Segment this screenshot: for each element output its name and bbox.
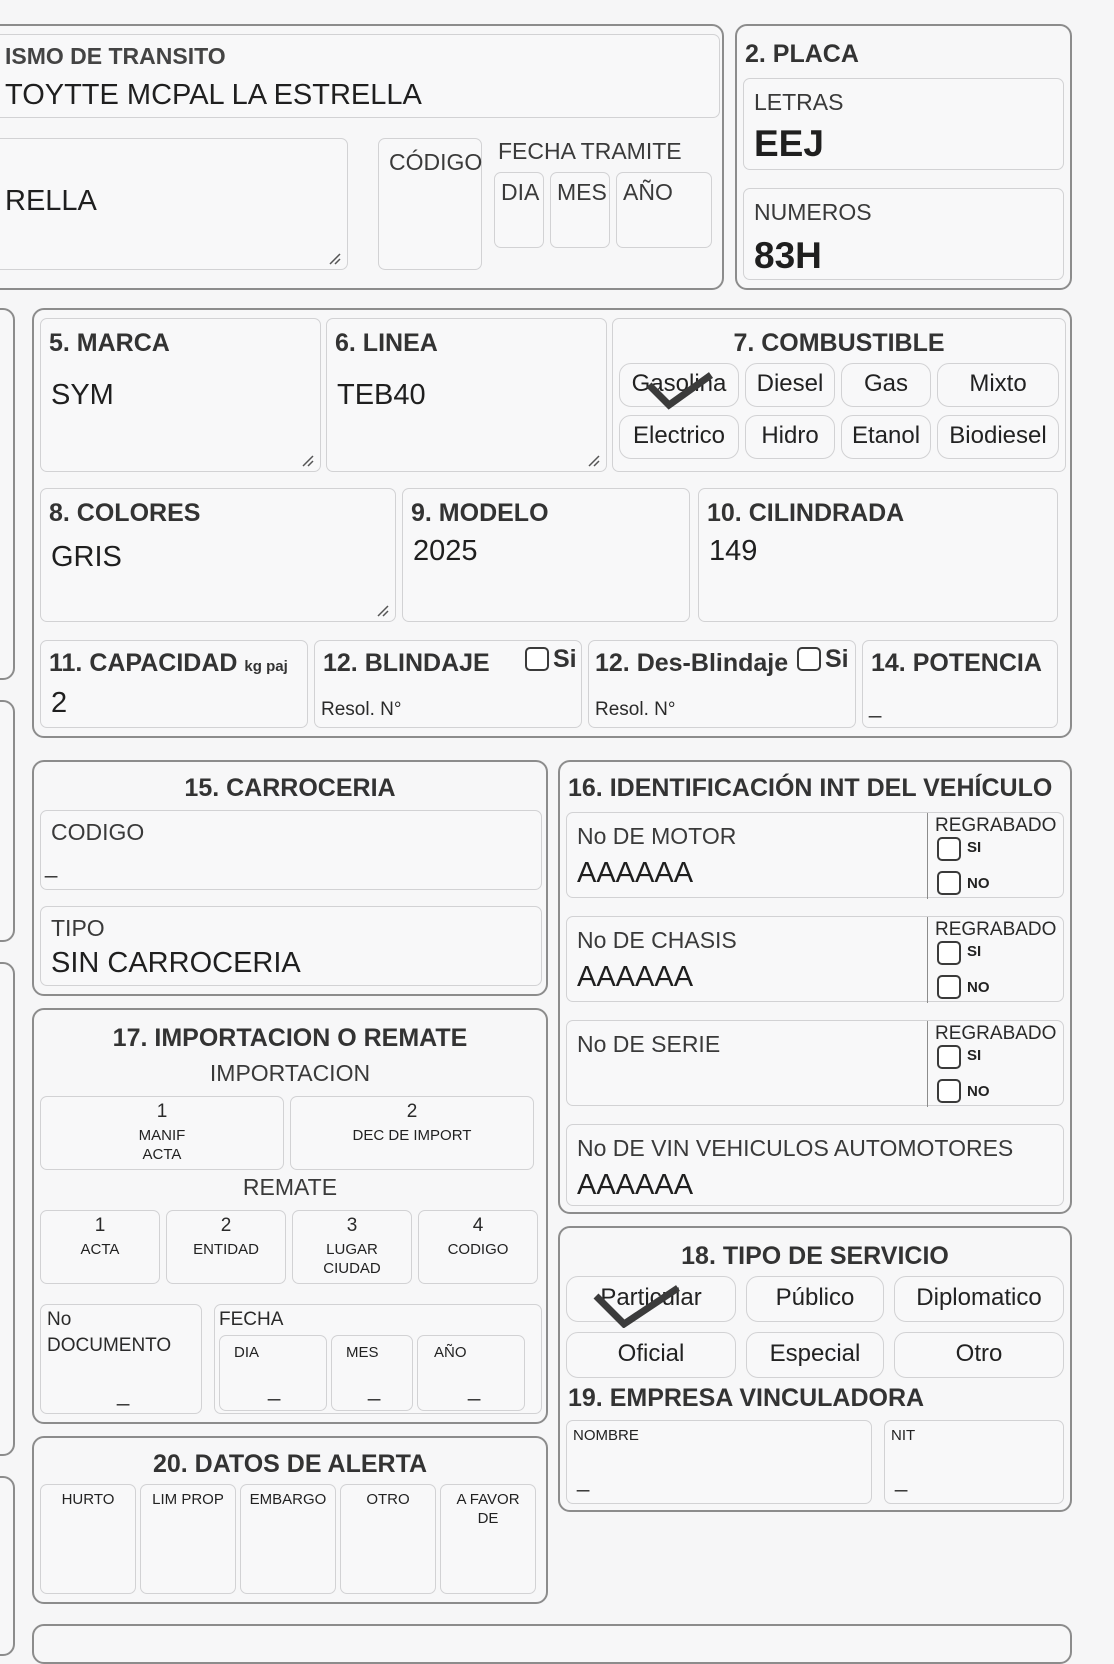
chasis-field[interactable] (566, 916, 1064, 1002)
fecha-mes-box[interactable] (331, 1335, 413, 1411)
documento-line2: DOCUMENTO (47, 1335, 172, 1356)
placa-numeros-field[interactable] (743, 188, 1064, 280)
motor-regrabado-si-checkbox[interactable] (937, 837, 961, 861)
fecha-dia-label: DIA (234, 1344, 260, 1361)
documento-field[interactable] (40, 1304, 202, 1414)
importacion-dec-box[interactable] (290, 1096, 534, 1170)
remate-lugar-box[interactable] (292, 1210, 412, 1284)
cilindrada-field[interactable] (698, 488, 1058, 622)
motor-regrabado-label: REGRABADO (935, 815, 1057, 836)
modelo-title: 9. MODELO (411, 499, 549, 527)
chasis-regrabado-label: REGRABADO (935, 919, 1057, 940)
servicio-option-diplomatico[interactable]: Diplomatico (894, 1276, 1064, 1322)
importacion-subtitle: IMPORTACION (209, 1060, 371, 1086)
imp1-num: 1 (156, 1101, 168, 1122)
motor-si-label: SI (967, 839, 982, 856)
serie-si-label: SI (967, 1047, 982, 1064)
alerta-embargo-box[interactable] (240, 1484, 336, 1594)
blindaje-title: 12. BLINDAJE (323, 649, 490, 677)
modelo-value: 2025 (413, 535, 478, 567)
rem4-line1: CODIGO (447, 1241, 509, 1258)
carroceria-tipo-label: TIPO (51, 915, 105, 941)
colores-title: 8. COLORES (49, 499, 201, 527)
fecha-tramite-anio-label: AÑO (623, 179, 673, 205)
chasis-si-label: SI (967, 943, 982, 960)
vin-field[interactable] (566, 1124, 1064, 1206)
servicio-title: 18. TIPO DE SERVICIO (681, 1242, 949, 1270)
colores-value: GRIS (51, 541, 122, 573)
empresa-nombre-value: _ (577, 1467, 590, 1492)
fecha-tramite-dia-label: DIA (501, 179, 540, 205)
potencia-title: 14. POTENCIA (871, 649, 1042, 677)
marca-value: SYM (51, 379, 114, 411)
imp1-line2: ACTA (142, 1146, 182, 1163)
alerta-title: 20. DATOS DE ALERTA (152, 1450, 428, 1478)
capacidad-title-text: 11. CAPACIDAD (49, 649, 238, 677)
vin-value: AAAAAA (577, 1169, 694, 1201)
desblindaje-field (588, 640, 856, 728)
remate-acta-box[interactable] (40, 1210, 160, 1284)
capacidad-field[interactable] (40, 640, 308, 728)
alerta-afavor-box[interactable] (440, 1484, 536, 1594)
fecha-tramite-dia[interactable] (494, 172, 544, 248)
ciudad-field[interactable] (0, 138, 348, 270)
blindaje-resol-label: Resol. N° (321, 699, 402, 720)
left-partial-group-3 (0, 962, 15, 1456)
identificacion-title: 16. IDENTIFICACIÓN INT DEL VEHÍCULO (568, 774, 1053, 802)
potencia-value: _ (869, 693, 882, 718)
carroceria-codigo-value: _ (45, 853, 58, 878)
bottom-partial-group (32, 1624, 1072, 1664)
importacion-title: 17. IMPORTACION O REMATE (112, 1024, 468, 1052)
capacidad-units: kg paj (244, 658, 288, 675)
servicio-option-particular[interactable]: Particular (566, 1276, 736, 1322)
placa-letras-field[interactable] (743, 78, 1064, 170)
organismo-group (0, 24, 724, 290)
fecha-dia-box[interactable] (219, 1335, 327, 1411)
alerta-hurto-box[interactable] (40, 1484, 136, 1594)
fecha-anio-box[interactable] (417, 1335, 525, 1411)
combustible-option-gasolina[interactable]: Gasolina (619, 363, 739, 407)
alerta-afavor-line1: A FAVOR (456, 1491, 520, 1508)
servicio-option-especial[interactable]: Especial (746, 1332, 884, 1378)
resize-handle-icon[interactable] (375, 603, 389, 617)
blindaje-field (314, 640, 582, 728)
desblindaje-resol-label: Resol. N° (595, 699, 676, 720)
motor-regrabado-no-checkbox[interactable] (937, 871, 961, 895)
fecha-dia-value: _ (268, 1376, 281, 1401)
rem2-line1: ENTIDAD (193, 1241, 259, 1258)
serie-regrabado-no-checkbox[interactable] (937, 1079, 961, 1103)
servicio-option-otro[interactable]: Otro (894, 1332, 1064, 1378)
organismo-label: ISMO DE TRANSITO (5, 43, 226, 69)
desblindaje-si-checkbox[interactable] (797, 647, 821, 671)
linea-value: TEB40 (337, 379, 426, 411)
organismo-value: TOYTTE MCPAL LA ESTRELLA (5, 79, 422, 111)
carroceria-codigo-field[interactable] (40, 810, 542, 890)
vin-label: No DE VIN VEHICULOS AUTOMOTORES (577, 1135, 1014, 1161)
codigo-field[interactable] (378, 138, 482, 270)
alerta-limprop-box[interactable] (140, 1484, 236, 1594)
rem3-line1: LUGAR (326, 1241, 378, 1258)
carroceria-codigo-label: CODIGO (51, 819, 145, 845)
empresa-nit-field[interactable] (884, 1420, 1064, 1504)
motor-no-label: NO (967, 875, 990, 892)
resize-handle-icon[interactable] (327, 251, 341, 265)
fecha-mes-label: MES (346, 1344, 379, 1361)
documento-value: _ (117, 1381, 130, 1406)
imp1-line1: MANIF (138, 1127, 186, 1144)
motor-divider (927, 813, 928, 899)
colores-field[interactable] (40, 488, 396, 622)
rem3-num: 3 (346, 1215, 358, 1236)
alerta-otro-label: OTRO (366, 1491, 410, 1508)
fecha-field (214, 1304, 542, 1414)
serie-field[interactable] (566, 1020, 1064, 1106)
importacion-group (32, 1008, 548, 1424)
combustible-option-hidro[interactable]: Hidro (745, 415, 835, 459)
combustible-field (612, 318, 1066, 472)
empresa-nit-label: NIT (891, 1427, 916, 1444)
chasis-divider (927, 917, 928, 1003)
rem1-num: 1 (94, 1215, 106, 1236)
cilindrada-value: 149 (709, 535, 758, 567)
chasis-no-label: NO (967, 979, 990, 996)
combustible-option-mixto[interactable]: Mixto (937, 363, 1059, 407)
imp2-line1: DEC DE IMPORT (352, 1127, 472, 1144)
chasis-value: AAAAAA (577, 961, 694, 993)
carroceria-title: 15. CARROCERIA (184, 774, 396, 802)
motor-value: AAAAAA (577, 857, 694, 889)
carroceria-tipo-field[interactable] (40, 906, 542, 986)
chasis-regrabado-si-checkbox[interactable] (937, 941, 961, 965)
placa-group (735, 24, 1072, 290)
vehiculo-group (32, 308, 1072, 738)
chasis-regrabado-no-checkbox[interactable] (937, 975, 961, 999)
alerta-group (32, 1436, 548, 1604)
linea-field[interactable] (326, 318, 607, 472)
serie-divider (927, 1021, 928, 1107)
placa-title: 2. PLACA (745, 40, 859, 68)
marca-field[interactable] (40, 318, 321, 472)
carroceria-tipo-value: SIN CARROCERIA (51, 947, 301, 979)
left-partial-group-1 (0, 308, 15, 680)
documento-line1: No (47, 1309, 72, 1330)
left-partial-group-4 (0, 1476, 15, 1656)
remate-codigo-box[interactable] (418, 1210, 538, 1284)
cilindrada-title: 10. CILINDRADA (707, 499, 905, 527)
serie-regrabado-label: REGRABADO (935, 1023, 1057, 1044)
remate-subtitle: REMATE (242, 1174, 338, 1200)
resize-handle-icon[interactable] (300, 453, 314, 467)
resize-handle-icon[interactable] (586, 453, 600, 467)
motor-field[interactable] (566, 812, 1064, 898)
fecha-tramite-label: FECHA TRAMITE (498, 138, 682, 164)
desblindaje-title: 12. Des-Blindaje (595, 649, 789, 677)
fecha-anio-value: _ (468, 1376, 481, 1401)
rem1-line1: ACTA (80, 1241, 120, 1258)
alerta-afavor-line2: DE (477, 1510, 499, 1527)
fecha-anio-label: AÑO (434, 1344, 467, 1361)
servicio-option-oficial[interactable]: Oficial (566, 1332, 736, 1378)
codigo-label: CÓDIGO (389, 149, 483, 175)
empresa-title: 19. EMPRESA VINCULADORA (568, 1384, 925, 1412)
chasis-label: No DE CHASIS (577, 927, 737, 953)
blindaje-si-checkbox[interactable] (525, 647, 549, 671)
organismo-field[interactable] (0, 34, 720, 118)
fecha-label: FECHA (219, 1309, 284, 1330)
combustible-title: 7. COMBUSTIBLE (733, 329, 945, 357)
importacion-manif-box[interactable] (40, 1096, 284, 1170)
alerta-hurto-label: HURTO (61, 1491, 115, 1508)
potencia-field[interactable] (862, 640, 1058, 728)
fecha-tramite-anio[interactable] (616, 172, 712, 248)
rem4-num: 4 (472, 1215, 484, 1236)
imp2-num: 2 (406, 1101, 418, 1122)
placa-letras-label: LETRAS (754, 89, 844, 115)
capacidad-title (49, 649, 288, 678)
combustible-option-biodiesel[interactable]: Biodiesel (937, 415, 1059, 459)
empresa-nombre-label: NOMBRE (573, 1427, 639, 1444)
fecha-tramite-mes-label: MES (557, 179, 607, 205)
carroceria-group (32, 760, 548, 996)
placa-numeros-value: 83H (754, 235, 822, 276)
combustible-option-diesel[interactable]: Diesel (745, 363, 835, 407)
placa-numeros-label: NUMEROS (754, 199, 872, 225)
identificacion-group (558, 760, 1072, 1214)
left-partial-group-2 (0, 700, 15, 942)
servicio-option-publico[interactable]: Público (746, 1276, 884, 1322)
empresa-nombre-field[interactable] (566, 1420, 872, 1504)
fecha-mes-value: _ (368, 1376, 381, 1401)
marca-title: 5. MARCA (49, 329, 170, 357)
alerta-embargo-label: EMBARGO (249, 1491, 327, 1508)
blindaje-si-label: Si (553, 645, 577, 673)
capacidad-value: 2 (51, 687, 68, 719)
alerta-limprop-label: LIM PROP (152, 1491, 224, 1508)
motor-label: No DE MOTOR (577, 823, 737, 849)
fecha-tramite-mes[interactable] (550, 172, 610, 248)
alerta-otro-box[interactable] (340, 1484, 436, 1594)
combustible-option-etanol[interactable]: Etanol (841, 415, 931, 459)
remate-entidad-box[interactable] (166, 1210, 286, 1284)
rem2-num: 2 (220, 1215, 232, 1236)
desblindaje-si-label: Si (825, 645, 849, 673)
linea-title: 6. LINEA (335, 329, 438, 357)
serie-label: No DE SERIE (577, 1031, 721, 1057)
combustible-option-electrico[interactable]: Electrico (619, 415, 739, 459)
combustible-option-gas[interactable]: Gas (841, 363, 931, 407)
serie-regrabado-si-checkbox[interactable] (937, 1045, 961, 1069)
servicio-group (558, 1226, 1072, 1512)
placa-letras-value: EEJ (754, 123, 824, 164)
serie-no-label: NO (967, 1083, 990, 1100)
empresa-nit-value: _ (895, 1467, 908, 1492)
rem3-line2: CIUDAD (323, 1260, 381, 1277)
ciudad-value: RELLA (5, 185, 97, 217)
modelo-field[interactable] (402, 488, 690, 622)
